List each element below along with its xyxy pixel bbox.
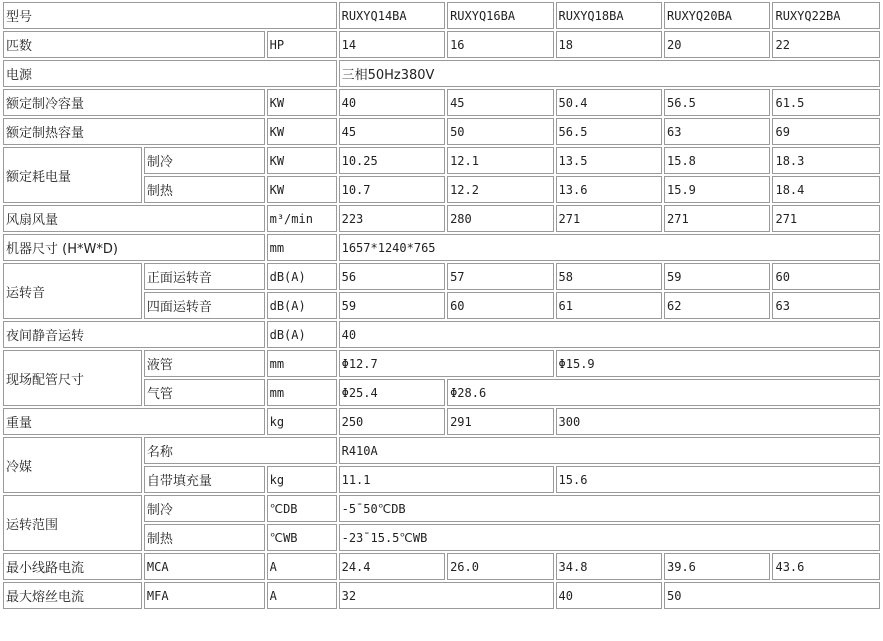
unit-cell: KW xyxy=(267,147,337,174)
row-label: 额定耗电量 xyxy=(3,147,142,203)
value-cell: 69 xyxy=(772,118,880,145)
value-cell: 20 xyxy=(664,31,770,58)
value-cell: 300 xyxy=(556,408,880,435)
unit-cell: A xyxy=(267,582,337,609)
row-rated-power-cooling xyxy=(3,147,880,174)
value-cell: 291 xyxy=(447,408,553,435)
value-cell: 60 xyxy=(447,292,553,319)
value-cell: 63 xyxy=(664,118,770,145)
value-cell: 1657*1240*765 xyxy=(339,234,880,261)
row-night-quiet xyxy=(3,321,880,348)
unit-cell: HP xyxy=(267,31,337,58)
value-cell: 13.6 xyxy=(556,176,662,203)
row-refrigerant-name xyxy=(3,437,880,464)
row-mfa xyxy=(3,582,880,609)
value-cell: 15.8 xyxy=(664,147,770,174)
value-cell: 56 xyxy=(339,263,445,290)
value-cell: 271 xyxy=(772,205,880,232)
value-cell: 60 xyxy=(772,263,880,290)
row-label: 额定制热容量 xyxy=(3,118,265,145)
value-cell: 15.9 xyxy=(664,176,770,203)
value-cell: 40 xyxy=(339,89,445,116)
value-cell: 45 xyxy=(339,118,445,145)
row-label: 机器尺寸 (H*W*D) xyxy=(3,234,265,261)
row-dimensions xyxy=(3,234,880,261)
row-label: 最大熔丝电流 xyxy=(3,582,142,609)
value-cell: 40 xyxy=(339,321,880,348)
value-cell: 39.6 xyxy=(664,553,770,580)
sub-label: 气管 xyxy=(144,379,265,406)
value-cell: Φ28.6 xyxy=(447,379,880,406)
value-cell: Φ12.7 xyxy=(339,350,554,377)
value-cell: -5¯50℃DB xyxy=(339,495,880,522)
sub-label: MFA xyxy=(144,582,265,609)
row-sound-front xyxy=(3,263,880,290)
value-cell: 18.4 xyxy=(772,176,880,203)
row-label: 匹数 xyxy=(3,31,265,58)
sub-label: 制冷 xyxy=(144,147,265,174)
row-label: 现场配管尺寸 xyxy=(3,350,142,406)
row-power-supply xyxy=(3,60,880,87)
value-cell: 280 xyxy=(447,205,553,232)
row-label: 电源 xyxy=(3,60,337,87)
row-piping-liquid xyxy=(3,350,880,377)
unit-cell: dB(A) xyxy=(267,263,337,290)
row-rated-cooling xyxy=(3,89,880,116)
model-name: RUXYQ14BA xyxy=(339,2,445,29)
value-cell: 57 xyxy=(447,263,553,290)
value-cell: 50 xyxy=(664,582,880,609)
model-name: RUXYQ16BA xyxy=(447,2,553,29)
value-cell: 18.3 xyxy=(772,147,880,174)
row-label: 额定制冷容量 xyxy=(3,89,265,116)
row-label: 运转范围 xyxy=(3,495,142,551)
model-name: RUXYQ18BA xyxy=(556,2,662,29)
unit-cell: KW xyxy=(267,89,337,116)
value-cell: 11.1 xyxy=(339,466,554,493)
unit-cell: A xyxy=(267,553,337,580)
value-cell: 32 xyxy=(339,582,554,609)
unit-cell: KW xyxy=(267,176,337,203)
value-cell: 223 xyxy=(339,205,445,232)
unit-cell: dB(A) xyxy=(267,321,337,348)
row-weight xyxy=(3,408,880,435)
row-model xyxy=(3,2,880,29)
value-cell: 58 xyxy=(556,263,662,290)
value-cell: 56.5 xyxy=(664,89,770,116)
value-cell: 10.25 xyxy=(339,147,445,174)
value-cell: 14 xyxy=(339,31,445,58)
value-cell: 15.6 xyxy=(556,466,880,493)
row-label: 最小线路电流 xyxy=(3,553,142,580)
row-label: 运转音 xyxy=(3,263,142,319)
row-label: 风扇风量 xyxy=(3,205,265,232)
value-cell: 18 xyxy=(556,31,662,58)
value-cell: 59 xyxy=(339,292,445,319)
row-hp xyxy=(3,31,880,58)
unit-cell: kg xyxy=(267,466,337,493)
value-cell: Φ25.4 xyxy=(339,379,445,406)
sub-label: 自带填充量 xyxy=(144,466,265,493)
value-cell: 34.8 xyxy=(556,553,662,580)
value-cell: 12.1 xyxy=(447,147,553,174)
sub-label: 名称 xyxy=(144,437,337,464)
value-cell: 59 xyxy=(664,263,770,290)
value-cell: 26.0 xyxy=(447,553,553,580)
model-name: RUXYQ22BA xyxy=(772,2,880,29)
value-cell: 56.5 xyxy=(556,118,662,145)
value-cell: 16 xyxy=(447,31,553,58)
row-range-cooling xyxy=(3,495,880,522)
value-cell: 250 xyxy=(339,408,445,435)
value-cell: 50 xyxy=(447,118,553,145)
value-cell: R410A xyxy=(339,437,880,464)
unit-cell: kg xyxy=(267,408,337,435)
value-cell: 43.6 xyxy=(772,553,880,580)
value-cell: 10.7 xyxy=(339,176,445,203)
model-label: 型号 xyxy=(3,2,337,29)
row-label: 重量 xyxy=(3,408,265,435)
unit-cell: ℃WB xyxy=(267,524,337,551)
value-cell: Φ15.9 xyxy=(556,350,880,377)
value-cell: -23¯15.5℃WB xyxy=(339,524,880,551)
value-cell: 45 xyxy=(447,89,553,116)
row-rated-heating xyxy=(3,118,880,145)
unit-cell: mm xyxy=(267,234,337,261)
value-cell: 63 xyxy=(772,292,880,319)
value-cell: 24.4 xyxy=(339,553,445,580)
unit-cell: mm xyxy=(267,379,337,406)
sub-label: 制热 xyxy=(144,176,265,203)
value-cell: 13.5 xyxy=(556,147,662,174)
model-name: RUXYQ20BA xyxy=(664,2,770,29)
value-cell: 61 xyxy=(556,292,662,319)
value-cell: 271 xyxy=(556,205,662,232)
unit-cell: mm xyxy=(267,350,337,377)
value-cell: 50.4 xyxy=(556,89,662,116)
sub-label: MCA xyxy=(144,553,265,580)
value-cell: 62 xyxy=(664,292,770,319)
value-cell: 12.2 xyxy=(447,176,553,203)
sub-label: 四面运转音 xyxy=(144,292,265,319)
unit-cell: m³/min xyxy=(267,205,337,232)
value-cell: 三相50Hz380V xyxy=(339,60,880,87)
sub-label: 正面运转音 xyxy=(144,263,265,290)
value-cell: 22 xyxy=(772,31,880,58)
value-cell: 40 xyxy=(556,582,662,609)
unit-cell: KW xyxy=(267,118,337,145)
row-label: 夜间静音运转 xyxy=(3,321,265,348)
value-cell: 271 xyxy=(664,205,770,232)
row-airflow xyxy=(3,205,880,232)
sub-label: 液管 xyxy=(144,350,265,377)
unit-cell: dB(A) xyxy=(267,292,337,319)
row-mca xyxy=(3,553,880,580)
row-label: 冷媒 xyxy=(3,437,142,493)
value-cell: 61.5 xyxy=(772,89,880,116)
sub-label: 制冷 xyxy=(144,495,265,522)
spec-table xyxy=(1,0,882,611)
sub-label: 制热 xyxy=(144,524,265,551)
unit-cell: ℃DB xyxy=(267,495,337,522)
